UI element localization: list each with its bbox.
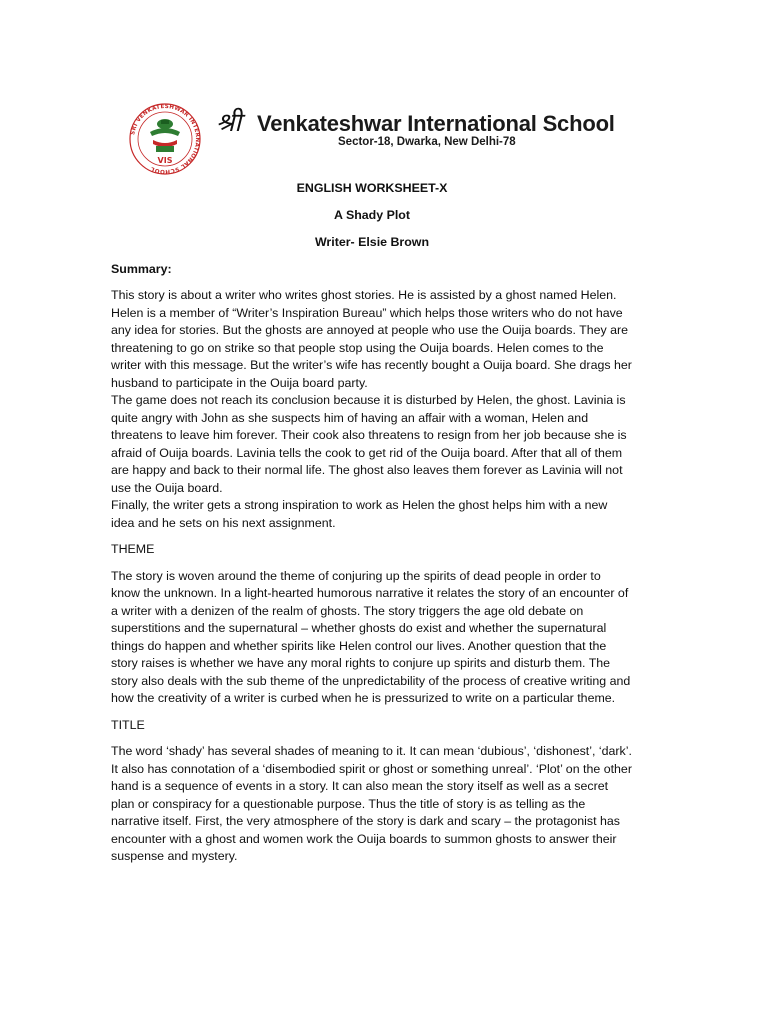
summary-section [111, 287, 633, 532]
title-paragraph: The word ‘shady’ has several shades of meaning to it. It can mean ‘dubious’, ‘dishonest’, ‘dark’. It also has connotation of a ‘disembodied spirit or ghost or something unreal’. ‘Plot’ on the other hand is a sequence of events in a story. It can also mean the story itself as well as a secret plan or conspiracy for a questionable purpose. Thus the title of story is as telling as the narrative itself. First, the very atmosphere of the story is dark and scary – the protagonist has encounter with a ghost and women work the Ouija boards to summon ghosts to answer their suspense and mystery. [111, 744, 632, 863]
writer-line: Writer- Elsie Brown [314, 235, 430, 249]
svg-text:SRI VENKATESHWAR INTERNATIONAL: SRI VENKATESHWAR INTERNATIONAL SCHOOL [130, 103, 201, 175]
sri-mark: श्री [216, 108, 242, 138]
summary-heading: Summary: [111, 261, 172, 276]
school-logo [126, 102, 204, 176]
theme-heading: THEME [111, 542, 155, 556]
title-section [111, 743, 633, 866]
summary-paragraph-2: The game does not reach its conclusion because it is disturbed by Helen, the ghost. Lavinia is quite angry with John as she suspects him of having an affair with a woman, Helen and threatens to leave him forever. Their cook also threatens to resign from her job because she is afraid of Ouija boards. Lavinia tells the cook to get rid of the Ouija board. After that all of them are happy and back to their normal life. The ghost also leaves them forever as Lavinia will not use the Ouija board. [111, 393, 627, 495]
svg-text:VIS: VIS [157, 156, 173, 165]
summary-paragraph-3: Finally, the writer gets a strong inspiration to work as Helen the ghost helps him with a new idea and he sets on his next assignment. [111, 498, 608, 530]
school-name: Venkateshwar International School [257, 111, 615, 136]
story-title: A Shady Plot [334, 208, 410, 222]
school-header [126, 100, 626, 180]
theme-paragraph: The story is woven around the theme of conjuring up the spirits of dead people in order to know the unknown. In a light-hearted humorous narrative it relates the story of an encounter of a writer with a denizen of the realm of ghosts. The story triggers the age old debate on superstitions and the supernatural – whether ghosts do exist and whether the supernatural things do happen and whether spirits like Helen control our lives. Another question that the story raises is whether we have any moral rights to conjure up spirits and disturb them. The story also deals with the sub theme of the unpredictability of the process of creative writing and how the creativity of a writer is curbed when he is pressurized to write on a particular theme. [111, 568, 631, 705]
title-heading: TITLE [111, 717, 145, 732]
theme-section [111, 568, 633, 708]
worksheet-body [111, 180, 633, 875]
summary-paragraph-1: This story is about a writer who writes ghost stories. He is assisted by a ghost named Helen. Helen is a member of “Writer’s Inspiration Bureau” which helps those writers who do not have any idea for stories. But the ghosts are annoyed at people who use the Ouija boards. They are threatening to go on strike so that people stop using the Ouija boards. Helen comes to the writer with this message. But the writer’s wife has recently bought a Ouija board. She drags her husband to participate in the Ouija board party. [111, 288, 632, 390]
worksheet-title: ENGLISH WORKSHEET-X [296, 181, 448, 195]
school-address: Sector-18, Dwarka, New Delhi-78 [338, 136, 516, 148]
